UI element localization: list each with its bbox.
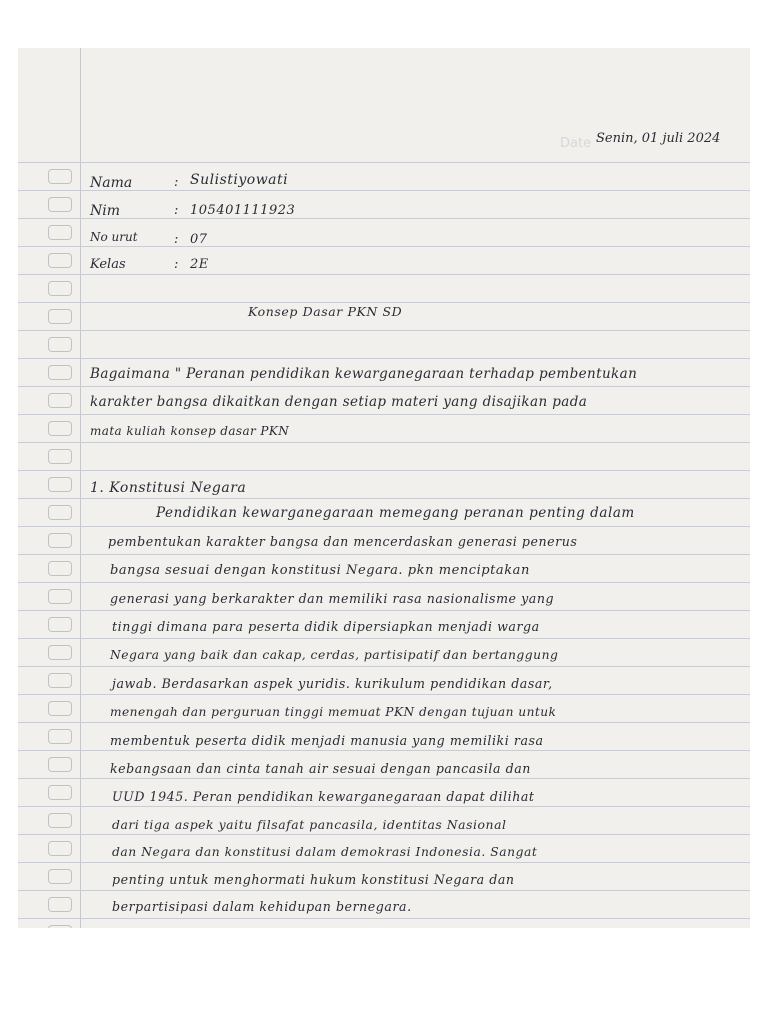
ruled-line (18, 302, 750, 303)
paragraph-line: Negara yang baik dan cakap, cerdas, partisipatif dan bertanggung (110, 648, 559, 662)
ruled-line (18, 246, 750, 247)
paragraph-line: berpartisipasi dalam kehidupan bernegara. (112, 899, 412, 914)
ruled-line (18, 274, 750, 275)
paragraph-line: membentuk peserta didik menjadi manusia yang memiliki rasa (110, 733, 544, 748)
field-value-no-urut: 07 (190, 232, 208, 247)
paragraph-line: pembentukan karakter bangsa dan mencerdaskan generasi penerus (108, 534, 578, 549)
date-value: Senin, 01 juli 2024 (596, 131, 721, 146)
notebook-page (18, 48, 750, 928)
margin-box (48, 673, 72, 688)
margin-box (48, 421, 72, 436)
paragraph-line: menengah dan perguruan tinggi memuat PKN dengan tujuan untuk (110, 705, 557, 719)
margin-box (48, 561, 72, 576)
paragraph-line: tinggi dimana para peserta didik dipersiapkan menjadi warga (112, 619, 540, 634)
section-title: 1. Konstitusi Negara (90, 480, 247, 496)
ruled-line (18, 162, 750, 163)
margin-box (48, 701, 72, 716)
margin-box (48, 281, 72, 296)
margin-box (48, 169, 72, 184)
margin-box (48, 645, 72, 660)
ruled-line (18, 610, 750, 611)
field-label-no-urut: No urut (90, 230, 138, 244)
field-label-nama: Nama (90, 175, 133, 191)
field-separator: : (174, 175, 179, 190)
ruled-line (18, 498, 750, 499)
margin-box (48, 477, 72, 492)
ruled-line (18, 694, 750, 695)
ruled-line (18, 666, 750, 667)
margin-box (48, 393, 72, 408)
ruled-line (18, 386, 750, 387)
paragraph-line: Pendidikan kewarganegaraan memegang peranan penting dalam (156, 505, 635, 521)
page-title: Konsep Dasar PKN SD (248, 304, 403, 319)
margin-box (48, 785, 72, 800)
margin-box (48, 925, 72, 928)
paragraph-line: dan Negara dan konstitusi dalam demokrasi Indonesia. Sangat (112, 845, 538, 859)
margin-box (48, 533, 72, 548)
ruled-line (18, 414, 750, 415)
paragraph-line: kebangsaan dan cinta tanah air sesuai dengan pancasila dan (110, 761, 531, 776)
field-separator: : (174, 257, 179, 272)
ruled-line (18, 918, 750, 919)
question-line: mata kuliah konsep dasar PKN (90, 424, 290, 438)
paragraph-line: UUD 1945. Peran pendidikan kewarganegaraan dapat dilihat (112, 789, 535, 804)
margin-box (48, 505, 72, 520)
ruled-line (18, 218, 750, 219)
margin-box (48, 813, 72, 828)
ruled-line (18, 358, 750, 359)
paragraph-line: bangsa sesuai dengan konstitusi Negara. pkn menciptakan (110, 563, 530, 578)
margin-box (48, 897, 72, 912)
field-separator: : (174, 203, 179, 218)
question-line: karakter bangsa dikaitkan dengan setiap materi yang disajikan pada (90, 394, 588, 410)
ruled-line (18, 554, 750, 555)
ruled-line (18, 750, 750, 751)
ruled-line (18, 330, 750, 331)
margin-box (48, 841, 72, 856)
ruled-line (18, 862, 750, 863)
ruled-line (18, 834, 750, 835)
field-value-nama: Sulistiyowati (190, 172, 289, 188)
field-separator: : (174, 232, 179, 247)
field-value-kelas: 2E (190, 257, 209, 272)
margin-box (48, 729, 72, 744)
margin-box (48, 869, 72, 884)
date-label: Date (560, 136, 592, 151)
ruled-line (18, 442, 750, 443)
margin-box (48, 197, 72, 212)
ruled-line (18, 470, 750, 471)
ruled-line (18, 778, 750, 779)
margin-line (80, 48, 81, 928)
margin-box (48, 225, 72, 240)
ruled-line (18, 722, 750, 723)
field-label-nim: Nim (90, 203, 121, 219)
ruled-line (18, 638, 750, 639)
ruled-line (18, 806, 750, 807)
paragraph-line: penting untuk menghormati hukum konstitusi Negara dan (112, 872, 515, 887)
paragraph-line: generasi yang berkarakter dan memiliki rasa nasionalisme yang (110, 591, 555, 606)
margin-box (48, 757, 72, 772)
margin-box (48, 449, 72, 464)
ruled-line (18, 890, 750, 891)
margin-box (48, 365, 72, 380)
ruled-line (18, 582, 750, 583)
margin-box (48, 337, 72, 352)
paragraph-line: dari tiga aspek yaitu filsafat pancasila, identitas Nasional (112, 817, 507, 832)
margin-box (48, 589, 72, 604)
paragraph-line: jawab. Berdasarkan aspek yuridis. kurikulum pendidikan dasar, (112, 676, 553, 691)
margin-box (48, 309, 72, 324)
field-label-kelas: Kelas (90, 257, 126, 272)
field-value-nim: 105401111923 (190, 203, 296, 218)
ruled-line (18, 526, 750, 527)
margin-box (48, 617, 72, 632)
margin-box (48, 253, 72, 268)
question-line: Bagaimana " Peranan pendidikan kewarganegaraan terhadap pembentukan (90, 366, 638, 382)
